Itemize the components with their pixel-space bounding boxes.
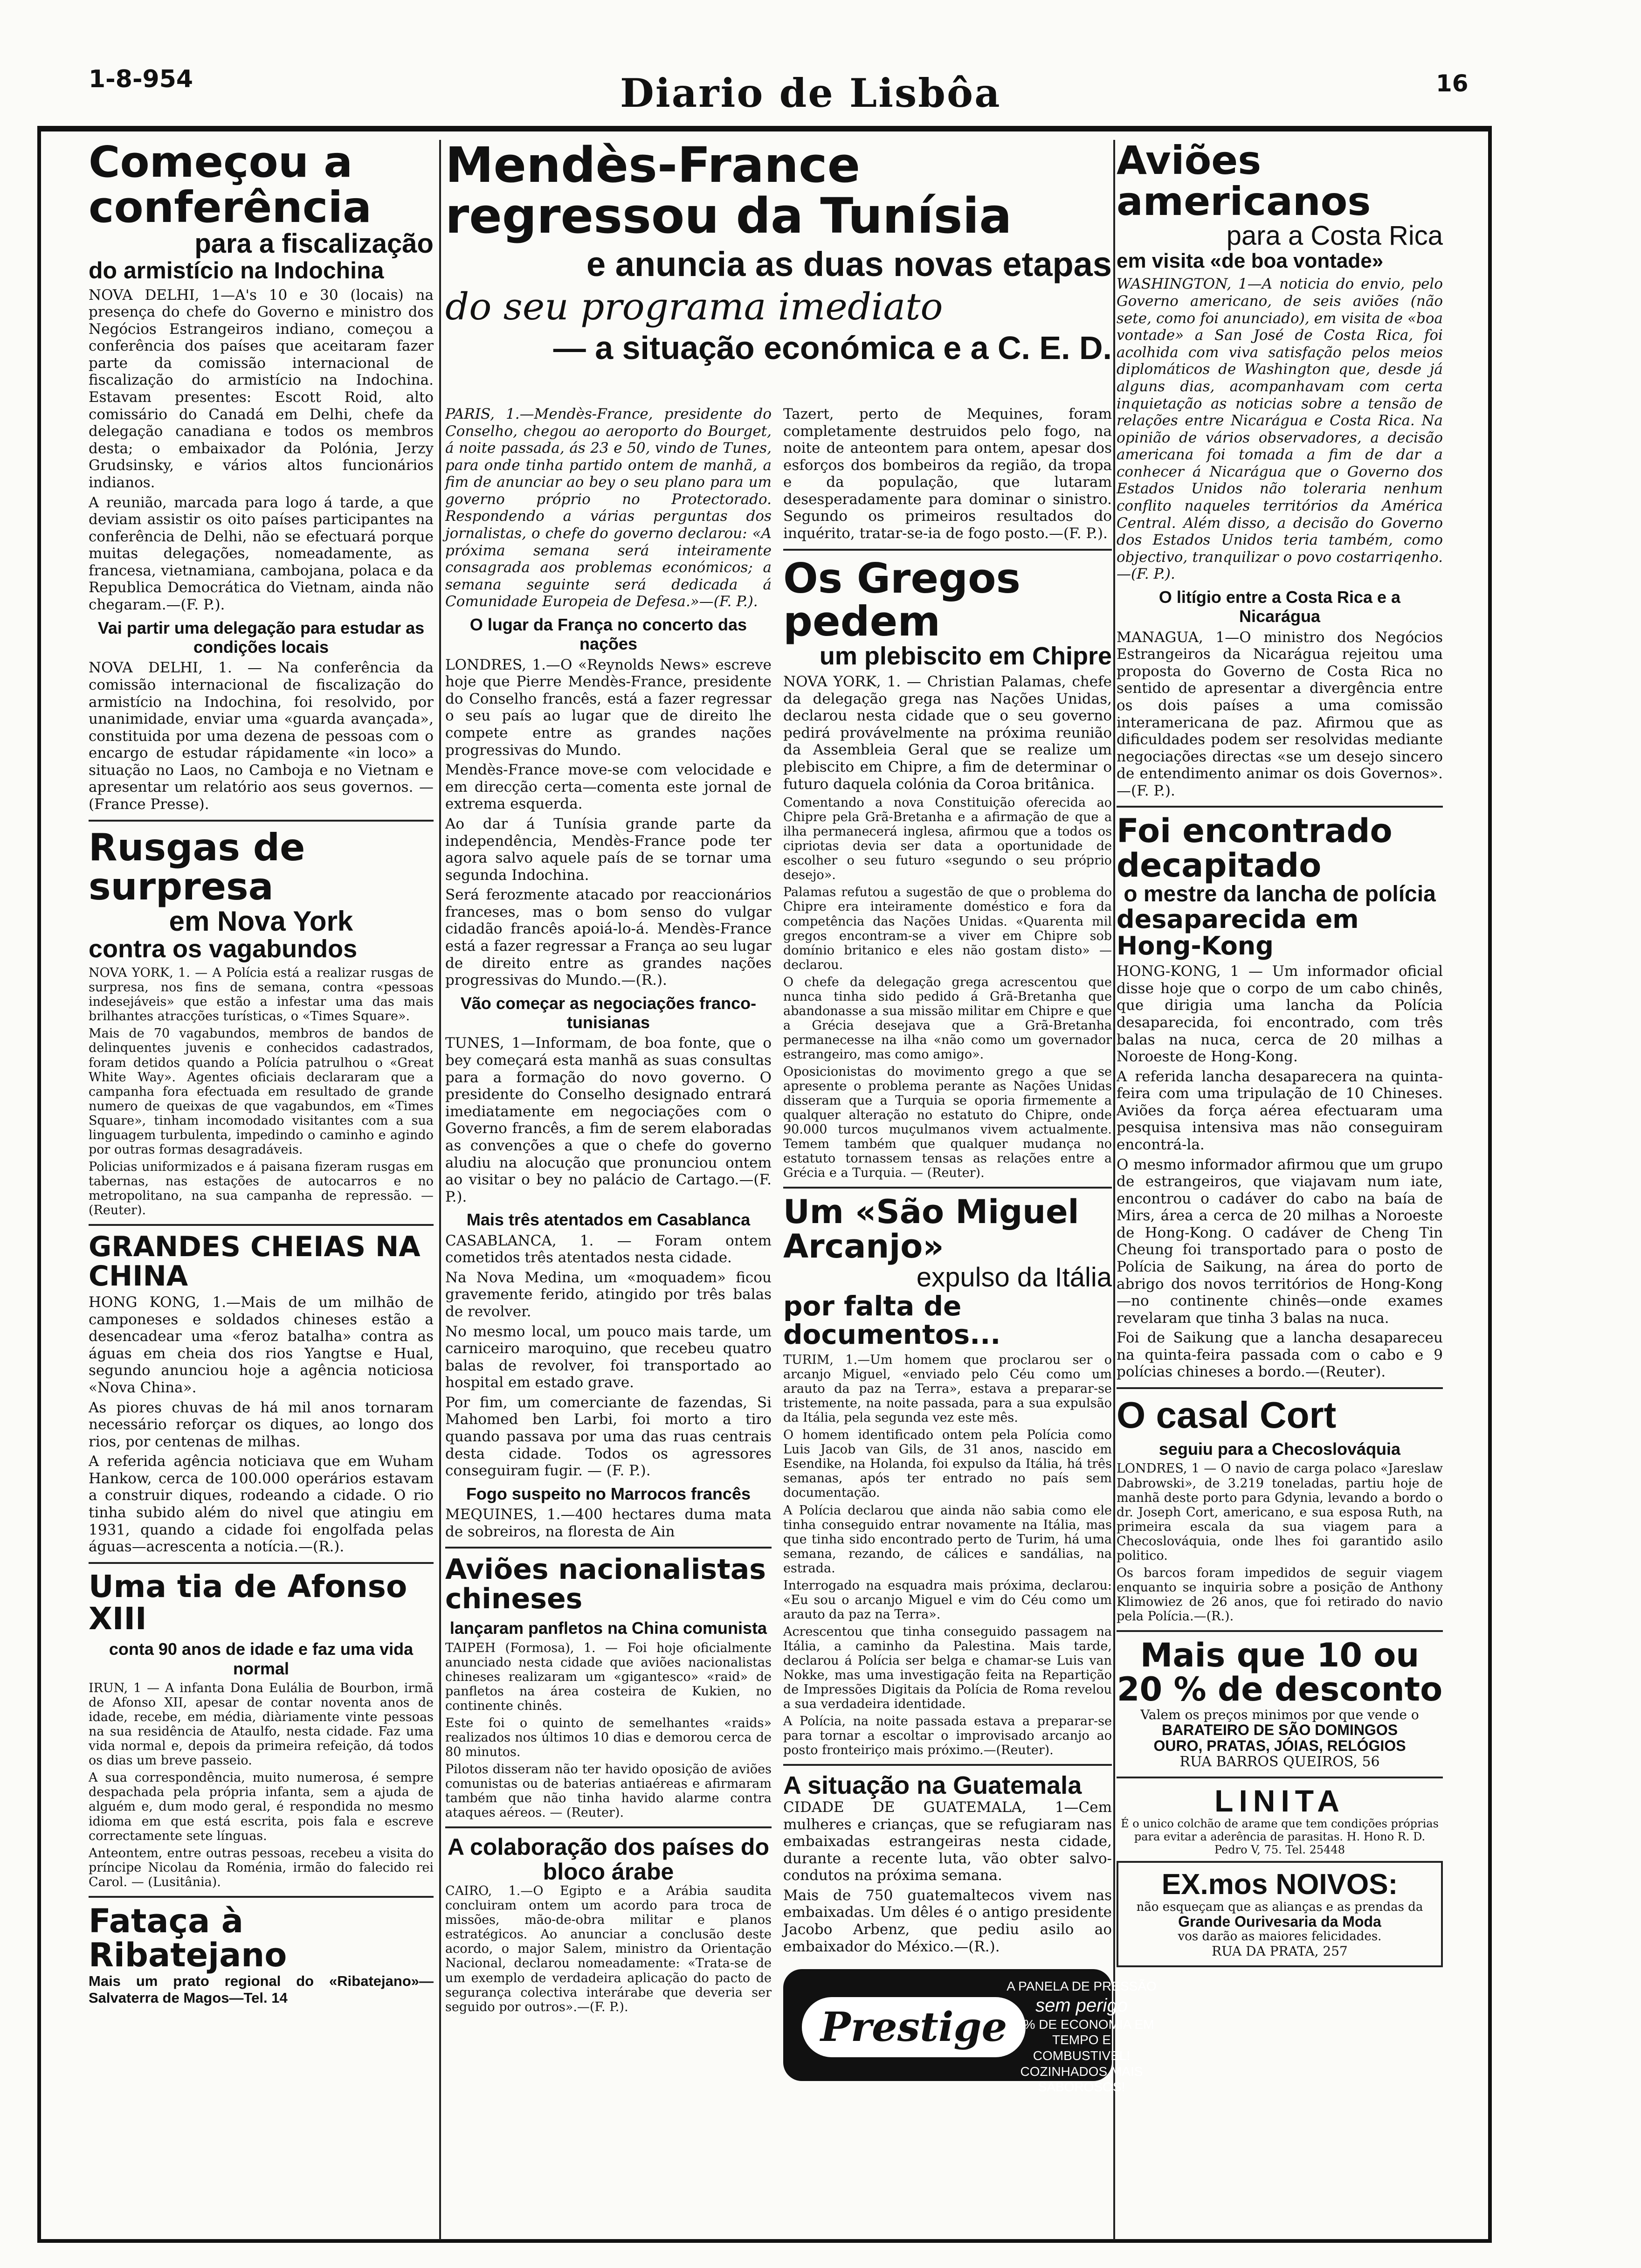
article-afonso	[89, 1570, 434, 1889]
newspaper-title: Diario de Lisbôa	[620, 70, 1001, 116]
article-paragraph: No mesmo local, um pouco mais tarde, um carniceiro maroquino, que recebeu quatro balas de revolver, foi transportado ao hospital em estado grave.	[445, 1323, 772, 1391]
article-paragraph: TUNES, 1—Informam, de boa fonte, que o bey começará esta manhã as suas consultas para a formação do novo governo. O presidente do Conselho designado entrará imediatamente em negociações com o Governo francês, a fim de serem elaboradas as convenções a que o chefe do governo aludiu na alocução que pronunciou ontem ao visitar o bey no palácio de Cartago.—(F. P.).	[445, 1035, 772, 1205]
separator	[1117, 1777, 1443, 1778]
article-paragraph: Tazert, perto de Mequines, foram completamente destruidos pelo fogo, na noite de anteontem para ontem, apesar dos esforços dos bombeiros da região, da tropa e da população, que lutaram desesperadamente para dominar o sinistro. Segundo os primeiros resultados do inquérito, tratar-se-ia de fogo posto.—(F. P.).	[783, 406, 1112, 542]
headline: Aviões americanos	[1117, 138, 1371, 225]
article-paragraph: CAIRO, 1.—O Egipto e a Arábia saudita concluiram ontem um acordo para troca de missões, mão-de-obra militar e planos estratégicos. Ao anunciar a conclusão deste acordo, o major Salem, ministro da Orientação Nacional, declarou nomeadamente: «Trata-se de um exemplo de verdadeira aplicação do pacto de segurança colectiva interárabe que deveria ser seguido por outros».—(F. P.).	[445, 1884, 772, 2014]
article-paragraph: O chefe da delegação grega acrescentou que nunca tinha sido pedido á Grã-Bretanha que abandonasse a sua missão militar em Chipre e que a Grécia desejava que a Grã-Bretanha permanecesse na ilha «não como um governador estrangeiro, mas como amigo».	[783, 975, 1112, 1062]
separator	[783, 1764, 1112, 1766]
ad-headline: Mais que 10 ou 20 % de desconto	[1117, 1636, 1443, 1709]
headline: A situação na Guatemala	[783, 1771, 1082, 1800]
headline-3: em visita «de boa vontade»	[1117, 249, 1384, 273]
article-paragraph: A Polícia declarou que ainda não sabia como ele tinha conseguido entrar novamente na Itália, mas que tinha sido encontrado perto de Turim, há uma semana, rezando, de cálices e sandálias, na estrada.	[783, 1503, 1112, 1576]
article-paragraph: Pilotos disseram não ter havido oposição de aviões comunistas ou de baterias antiaéreas e afirmaram também que não tinha havido alarme contra ataques aéreos. — (Reuter).	[445, 1762, 772, 1820]
prestige-line: COZINHADOS MAIS SABOROSOS!	[1020, 2064, 1143, 2095]
article-paragraph: CIDADE DE GUATEMALA, 1—Cem mulheres e crianças, que se refugiaram nas embaixadas estrangeiras nesta cidade, durante a recente luta, vão obter salvo-condutos na próxima semana.	[783, 1798, 1112, 1884]
ad-text: vos darão as maiores felicidades.	[1178, 1929, 1382, 1944]
article-paragraph: A Polícia, na noite passada estava a preparar-se para tornar a escoltar o improvisado arcanjo ao posto fronteiriço mais próximo.—(Reuter).	[783, 1714, 1112, 1758]
column-center-right	[783, 406, 1157, 2240]
article-cheias	[89, 1232, 434, 1556]
article-paragraph: Comentando a nova Constituição oferecida ao Chipre pela Grã-Bretanha e a afirmação de que a ilha permanecerá inglesa, afirmou que a todos os cipriotas devia ser data a oportunidade de escolher o seu futuro «segundo o seu próprio desejo».	[783, 795, 1112, 883]
headline: Começou a conferência	[89, 137, 372, 232]
headline-2: um plebiscito em Chipre	[819, 642, 1112, 671]
separator	[89, 1896, 434, 1898]
article-rusgas	[89, 825, 434, 1217]
article-gregos	[783, 554, 1112, 1181]
lead-headline-4: — a situação económica e a C. E. D.	[553, 330, 1112, 366]
article-paragraph: A sua correspondência, muito numerosa, é sempre despachada pela própria infanta, sem a ajuda de alguém e, dum modo geral, é respondida no mesmo idioma em que está escrita, pois fala e escreve correctamente sete línguas.	[89, 1770, 434, 1843]
headline-2: para a Costa Rica	[1226, 221, 1443, 251]
separator	[445, 1547, 772, 1549]
article-paragraph: Oposicionistas do movimento grego a que se apresente o problema perante as Nações Unidas disseram que a Turquia se oporia firmemente a qualquer alteração no estatuto do Chipre, onde 90.000 turcos muçulmanos vivem actualmente. Temem também que qualquer mudança no estatuto tornassem tensas as relações entre a Grécia e a Turquia. — (Reuter).	[783, 1064, 1112, 1181]
article-casal-cort	[1117, 1396, 1443, 1624]
article-paragraph: A referida agência noticiava que em Wuham Hankow, cerca de 100.000 operários estavam a construir diques, rodeando a cidade. O rio tinha subido além do nivel que atingiu em 1931, quando a cidade foi engolfada pelas águas—acrescenta a notícia.—(R.).	[89, 1453, 434, 1556]
headline: GRANDES CHEIAS NA CHINA	[89, 1231, 421, 1293]
article-paragraph: Policias uniformizados e á paisana fizeram rusgas em tabernas, nas estações de autocarros e no metropolitano, na sua campanha de repressão. — (Reuter).	[89, 1159, 434, 1217]
article-paragraph: As piores chuvas de há mil anos tornaram necessário reforçar os diques, ao longo dos rios, por centenas de milhas.	[89, 1399, 434, 1450]
article-paragraph: NOVA DELHI, 1. — Na conferência da comissão internacional de fiscalização do armistício na Indochina, foi resolvido, por unanimidade, enviar uma «guarda avançada», constituida por uma dezena de pessoas com o encargo de estudar rápidamente «in loco» a situação no Laos, no Camboja e no Vietnam e apresentar um relatório aos seus governos. — (France Presse).	[89, 659, 434, 813]
article-paragraph: Mais de 70 vagabundos, membros de bandos de delinquentes juvenis e conhecidos cadastrados, foram detidos quando a Polícia patrulhou o «Great White Way». Agentes oficiais declararam que a campanha fora efectuada em resultado de grande numero de queixas de que vagabundos, em «Times Square», tinham incomodado visitantes com a sua linguagem turbulenta, impedindo o caminho e agindo por outras formas desagradáveis.	[89, 1026, 434, 1157]
article-paragraph: HONG KONG, 1.—Mais de um milhão de camponeses e soldados chineses estão a desencadear uma «feroz batalha» contra as águas em cheia dos rios Yangtse e Hual, segundo anunciou hoje a agência noticiosa «Nova China».	[89, 1294, 434, 1396]
article-paragraph: MEQUINES, 1.—400 hectares duma mata de sobreiros, na floresta de Ain	[445, 1506, 772, 1540]
article-avioes-americanos	[1117, 140, 1443, 799]
article-paragraph: O homem identificado ontem pela Polícia como Luis Jacob van Gils, de 31 anos, nascido em Esendike, na Holanda, foi expulso da Itália, há três semanas, após ter entrado no país sem documentação.	[783, 1428, 1112, 1500]
article-paragraph: Palamas refutou a sugestão de que o problema do Chipre era inteiramente doméstico e fora da competência das Nações Unidas. «Quarenta mil gregos encontram-se a viver em Chipre sob domínio britanico e eles não gostam disto» — declarou.	[783, 885, 1112, 972]
headline: Os Gregos pedem	[783, 554, 1020, 646]
article-paragraph: NOVA YORK, 1. — Christian Palamas, chefe da delegação grega nas Nações Unidas, declarou nesta cidade que o seu governo pedirá provávelmente na próxima reunião da Assembleia Geral que se realize um plebiscito em Chipre, a fim de determinar o futuro daquela colónia da Coroa britânica.	[783, 673, 1112, 793]
headline-3: desaparecida em Hong-Kong	[1117, 904, 1359, 961]
prestige-ad	[783, 1969, 1157, 2095]
article-paragraph: Acrescentou que tinha conseguido passagem na Itália, a caminho da Palestina. Mais tarde, declarou á Polícia ser belga e chamar-se Luis van Nokke, mas uma investigação feita na Repartição de Impressões Digitais da Polícia de Roma revelou a sua verdadeira identidade.	[783, 1624, 1112, 1712]
article-paragraph: MANAGUA, 1—O ministro dos Negócios Estrangeiros da Nicarágua rejeitou uma proposta do Governo de Costa Rica no sentido de apresentar a divergência entre os dois países a uma comissão interamericana de paz. Afirmou que as dificuldades podem ser resolvidas mediante negociações directas «se um desejo sincero de entendimento animar os dois Governos».—(F. P.).	[1117, 629, 1443, 799]
ad-headline: LINITA	[1214, 1784, 1345, 1819]
article-paragraph: WASHINGTON, 1—A noticia do envio, pelo Governo americano, de seis aviões (não sete, como foi anunciado), em visita de «boa vontade» a San José de Costa Rica, foi acolhida com viva satisfação pelos meios diplomáticos de Washington que, desde já alguns dias, acompanhavam com certa inquietação as noticias sobre a tensão de relações entre Nicarágua e Costa Rica. Na opinião de vários observadores, a decisão americana foi tomada a fim de dar a conhecer á Nicarágua que o Governo dos Estados Unidos não toleraria nenhum conflito naqueles territórios da América Central. Além disso, a decisão do Governo dos Estados Unidos teria também, como objectivo, tranquilizar o povo costarriqenho.—(F. P.).	[1117, 276, 1443, 583]
article-guatemala	[783, 1772, 1112, 1955]
column-divider	[1113, 140, 1115, 2240]
separator	[89, 1562, 434, 1564]
article-paragraph: NOVA YORK, 1. — A Polícia está a realizar rusgas de surpresa, nos fins de semana, contra «pessoas indesejáveis» que estão a infestar uma das mais brilhantes atracções turísticas, o «Times Square».	[89, 966, 434, 1024]
article-colaboracao	[445, 1835, 772, 2014]
subheading: O litígio entre a Costa Rica e a Nicarágua	[1158, 587, 1401, 626]
column-center-left	[445, 406, 772, 2240]
ad-fataca	[89, 1904, 434, 2007]
separator	[445, 1826, 772, 1828]
ad-headline: Fataça à Ribatejano	[89, 1902, 287, 1975]
article-paragraph: CASABLANCA, 1. — Foram ontem cometidos três atentados nesta cidade.	[445, 1232, 772, 1266]
article-paragraph: IRUN, 1 — A infanta Dona Eulália de Bourbon, irmã de Afonso XII, apesar de contar noventa anos de idade, recebe, em média, diàriamente vinte pessoas na sua residência de Ataulfo, nesta cidade. Faz uma vida normal e, depois da primeira refeição, dá todos os dias um breve passeio.	[89, 1681, 434, 1768]
subheading: Mais três atentados em Casablanca	[466, 1210, 751, 1230]
headline-2: o mestre da lancha de polícia	[1124, 882, 1436, 907]
headline-2: em Nova York	[169, 905, 353, 937]
article-paragraph: TURIM, 1.—Um homem que proclarou ser o arcanjo Miguel, «enviado pelo Céu como um arauto da paz na Terra», estava a preparar-se tristemente, na noite passada, para a sua expulsão da Itália, pela segunda vez este mês.	[783, 1353, 1112, 1425]
article-paragraph: Na Nova Medina, um «moquadem» ficou gravemente ferido, atingido por três balas de revolver.	[445, 1269, 772, 1320]
subheading: O lugar da França no concerto das nações	[469, 615, 747, 654]
page-number: 16	[1436, 70, 1469, 97]
headline-3: por falta de documentos...	[783, 1290, 1001, 1351]
separator	[89, 820, 434, 822]
subheading: Vai partir uma delegação para estudar as condições locais	[97, 618, 425, 657]
article-paragraph: Anteontem, entre outras pessoas, recebeu a visita do príncipe Nicolau da Roménia, irmão do falecido rei Carol. — (Lusitânia).	[89, 1846, 434, 1889]
separator	[1117, 1387, 1443, 1389]
separator	[1117, 806, 1443, 808]
subheading: Vão começar as negociações franco-tunisianas	[460, 993, 757, 1032]
subheading: Fogo suspeito no Marrocos francês	[466, 1484, 751, 1503]
article-paragraph: Mendès-France move-se com velocidade e em direcção certa—comenta este jornal de extrema esquerda.	[445, 761, 772, 813]
article-paragraph: A referida lancha desaparecera na quinta-feira com uma tripulação de 10 Chineses. Aviões da força aérea efectuaram uma pesquisa intensiva mas não conseguiram encontrá-la.	[1117, 1068, 1443, 1153]
separator	[89, 1224, 434, 1226]
ad-text: Mais um prato regional do «Ribatejano»—Salvaterra de Magos—Tel. 14	[89, 1972, 434, 2006]
prestige-logo: Prestige	[802, 1997, 1026, 2057]
headline-3: do armistício na Indochina	[89, 257, 384, 284]
lead-headline-3: do seu programa imediato	[445, 285, 943, 329]
subheading: lançaram panfletos na China comunista	[449, 1618, 767, 1638]
article-paragraph: Interrogado na esquadra mais próxima, declarou: «Eu sou o arcanjo Miguel e vim do Céu como um arauto da paz na Terra».	[783, 1578, 1112, 1622]
headline: Aviões nacionalistas chineses	[445, 1553, 766, 1616]
headline: Uma tia de Afonso XIII	[89, 1568, 407, 1637]
subheading: seguiu para a Checoslováquia	[1158, 1439, 1401, 1459]
article-paragraph: Este foi o quinto de semelhantes «raids» realizados nos últimos 10 dias e demorou cerca de 80 minutos.	[445, 1715, 772, 1760]
headline: Rusgas de surpresa	[89, 825, 305, 908]
ad-noivos	[1117, 1861, 1443, 1967]
article-paragraph: TAIPEH (Formosa), 1. — Foi hoje oficialmente anunciado nesta cidade que aviões nacionalistas chineses realizaram um «gigantesco» «raid» de panfletos na área costeira de Kukien, no continente chinês.	[445, 1640, 772, 1713]
ad-linita	[1117, 1785, 1443, 1856]
headline-2: expulso da Itália	[916, 1262, 1112, 1293]
ad-text: OURO, PRATAS, JÓIAS, RELÓGIOS	[1153, 1737, 1406, 1754]
column-divider	[439, 140, 441, 2240]
prestige-line: A PANELA DE PRESSÃO	[1007, 1979, 1157, 1994]
headline: O casal Cort	[1117, 1394, 1337, 1436]
article-paragraph: Por fim, um comerciante de fazendas, Si Mahomed ben Larbi, foi morto a tiro quando passava por uma das ruas centrais desta cidade. Todos os agressores conseguiram fugir. — (F. P.).	[445, 1394, 772, 1480]
column-left	[89, 137, 434, 2240]
article-avioes-nacionalistas	[445, 1555, 772, 1820]
headline-2: para a fiscalização	[194, 228, 434, 259]
separator	[783, 549, 1112, 551]
lead-headline-2: e anuncia as duas novas etapas	[586, 245, 1112, 284]
ad-headline: EX.mos NOIVOS:	[1161, 1868, 1398, 1901]
article-paragraph: NOVA DELHI, 1—A's 10 e 30 (locais) na presença do chefe do Governo e ministro dos Negócios Estrangeiros indiano, começou a conferência dos países que aceitaram fazer parte da comissão internacional de fiscalização do armistício na Indochina. Estavam presentes: Escott Roid, alto comissário do Canadá em Delhi, chefe da delegação canadiana e todos os membros desta; o embaixador da Polónia, Jerzy Grudsinsky, e vários altos funcionários indianos.	[89, 286, 434, 491]
headline: Foi encontrado decapitado	[1117, 812, 1393, 885]
headline: A colaboração dos países do bloco árabe	[447, 1834, 769, 1885]
article-paragraph: O mesmo informador afirmou que um grupo de estrangeiros, que viajavam num iate, encontrou o cadáver do cabo na baía de Mirs, área a cerca de 20 milhas a Noroeste de Hong-Kong. O cadáver de Cheng Tin Cheung foi transportado para o posto de Polícia de Saikung, na área do porto de abrigo dos novos territórios de Hong-Kong—no continente chinês—onde exames revelaram que tinha 3 balas na nuca.	[1117, 1156, 1443, 1327]
prestige-line: 80% DE ECONOMIA EM TEMPO E COMBUSTIVEL!	[1009, 2017, 1154, 2063]
issue-date: 1-8-954	[89, 65, 193, 93]
headline: Um «São Miguel Arcanjo»	[783, 1193, 1079, 1265]
article-sao-miguel	[783, 1195, 1112, 1757]
prestige-line: sem perigo	[1035, 1995, 1128, 2016]
article-paragraph: Os barcos foram impedidos de seguir viagem enquanto se inquiria sobre a posição de Anthony Klimowiez de 26 anos, que foi retirado do navio pela Polícia.—(R.).	[1117, 1565, 1443, 1624]
article-paragraph: Mais de 750 guatemaltecos vivem nas embaixadas. Um dêles é o antigo presidente Jacobo Arbenz, que pediu asilo ao embaixador do México.—(R.).	[783, 1887, 1112, 1955]
ad-text: É o unico colchão de arame que tem condições próprias para evitar a aderência de parasitas. H. Hono R. D. Pedro V, 75. Tel. 25448	[1121, 1817, 1439, 1857]
article-paragraph: PARIS, 1.—Mendès-France, presidente do Conselho, chegou ao aeroporto do Bourget, á noite passada, ás 23 e 50, vindo de Tunes, para onde tinha partido ontem de manhã, a fim de anunciar ao bey o seu plano para um governo próprio no Protectorado. Respondendo a várias perguntas dos jornalistas, o chefe do governo declarou: «A próxima semana será inteiramente consagrada aos problemas económicos; a semana seguinte será dedicada á Comunidade Europeia de Defesa.»—(F. P.).	[445, 406, 772, 610]
ad-text: não esqueçam que as alianças e as prendas da	[1136, 1900, 1423, 1914]
ad-barateiro	[1117, 1636, 1443, 1770]
ad-text: RUA BARROS QUEIROS, 56	[1179, 1754, 1380, 1770]
article-conferencia	[89, 137, 434, 813]
lead-headline-block	[445, 137, 1112, 406]
article-paragraph: Foi de Saikung que a lancha desapareceu na quinta-feira passada com o cabo e 9 polícias chineses a bordo.—(Reuter).	[1117, 1329, 1443, 1381]
separator	[1117, 1630, 1443, 1632]
article-paragraph: HONG-KONG, 1 — Um informador oficial disse hoje que o corpo de um cabo chinês, que dirigia uma lancha da Polícia desaparecida, foi encontrado, com três balas na nuca, cerca de 20 milhas a Noroeste de Hong-Kong.	[1117, 963, 1443, 1065]
article-paragraph: Ao dar á Tunísia grande parte da independência, Mendès-France pode ter agora salvo aquele país de se tornar uma segunda Indochina.	[445, 815, 772, 884]
article-paragraph: LONDRES, 1.—O «Reynolds News» escreve hoje que Pierre Mendès-France, presidente do Conselho francês, está a fazer regressar o seu país ao lugar que de direito lhe compete entre as grandes nações progressivas do Mundo.	[445, 656, 772, 759]
ad-text: Valem os preços minimos por que vende o	[1140, 1707, 1419, 1722]
ad-text: BARATEIRO DE SÃO DOMINGOS	[1161, 1721, 1398, 1738]
separator	[783, 1187, 1112, 1189]
ad-text: Grande Ourivesaria da Moda	[1178, 1913, 1381, 1930]
column-right	[1117, 140, 1443, 2240]
subheading: conta 90 anos de idade e faz uma vida normal	[109, 1639, 414, 1678]
ad-text: RUA DA PRATA, 257	[1212, 1943, 1348, 1959]
article-paragraph: A reunião, marcada para logo á tarde, a que deviam assistir os oito países participantes na conferência de Delhi, não se efectuará porque muitas delegações, nomeadamente, as francesa, vietnamiana, cambojana, polaca e da Republica Democrática do Vietnam, ainda não chegaram.—(F. P.).	[89, 494, 434, 613]
article-paragraph: Será ferozmente atacado por reaccionários franceses, mas o bom senso do vulgar cidadão francês apoiá-lo-á. Mendès-France está a fazer regressar a França ao seu lugar de direito entre as grandes nações progressivas do Mundo.—(R.).	[445, 886, 772, 989]
headline-3: contra os vagabundos	[89, 934, 358, 963]
article-paragraph: LONDRES, 1 — O navio de carga polaco «Jareslaw Dabrowski», de 3.219 toneladas, partiu hoje de manhã deste porto para Gdynia, levando a bordo o dr. Joseph Cort, americano, e sua esposa Ruth, na primeira escala da sua viagem para a Checoslováquia, onde lhes foi garantido asilo politico.	[1117, 1461, 1443, 1563]
lead-headline: Mendès-France regressou da Tunísia	[445, 137, 1012, 245]
article-decapitado	[1117, 814, 1443, 1381]
